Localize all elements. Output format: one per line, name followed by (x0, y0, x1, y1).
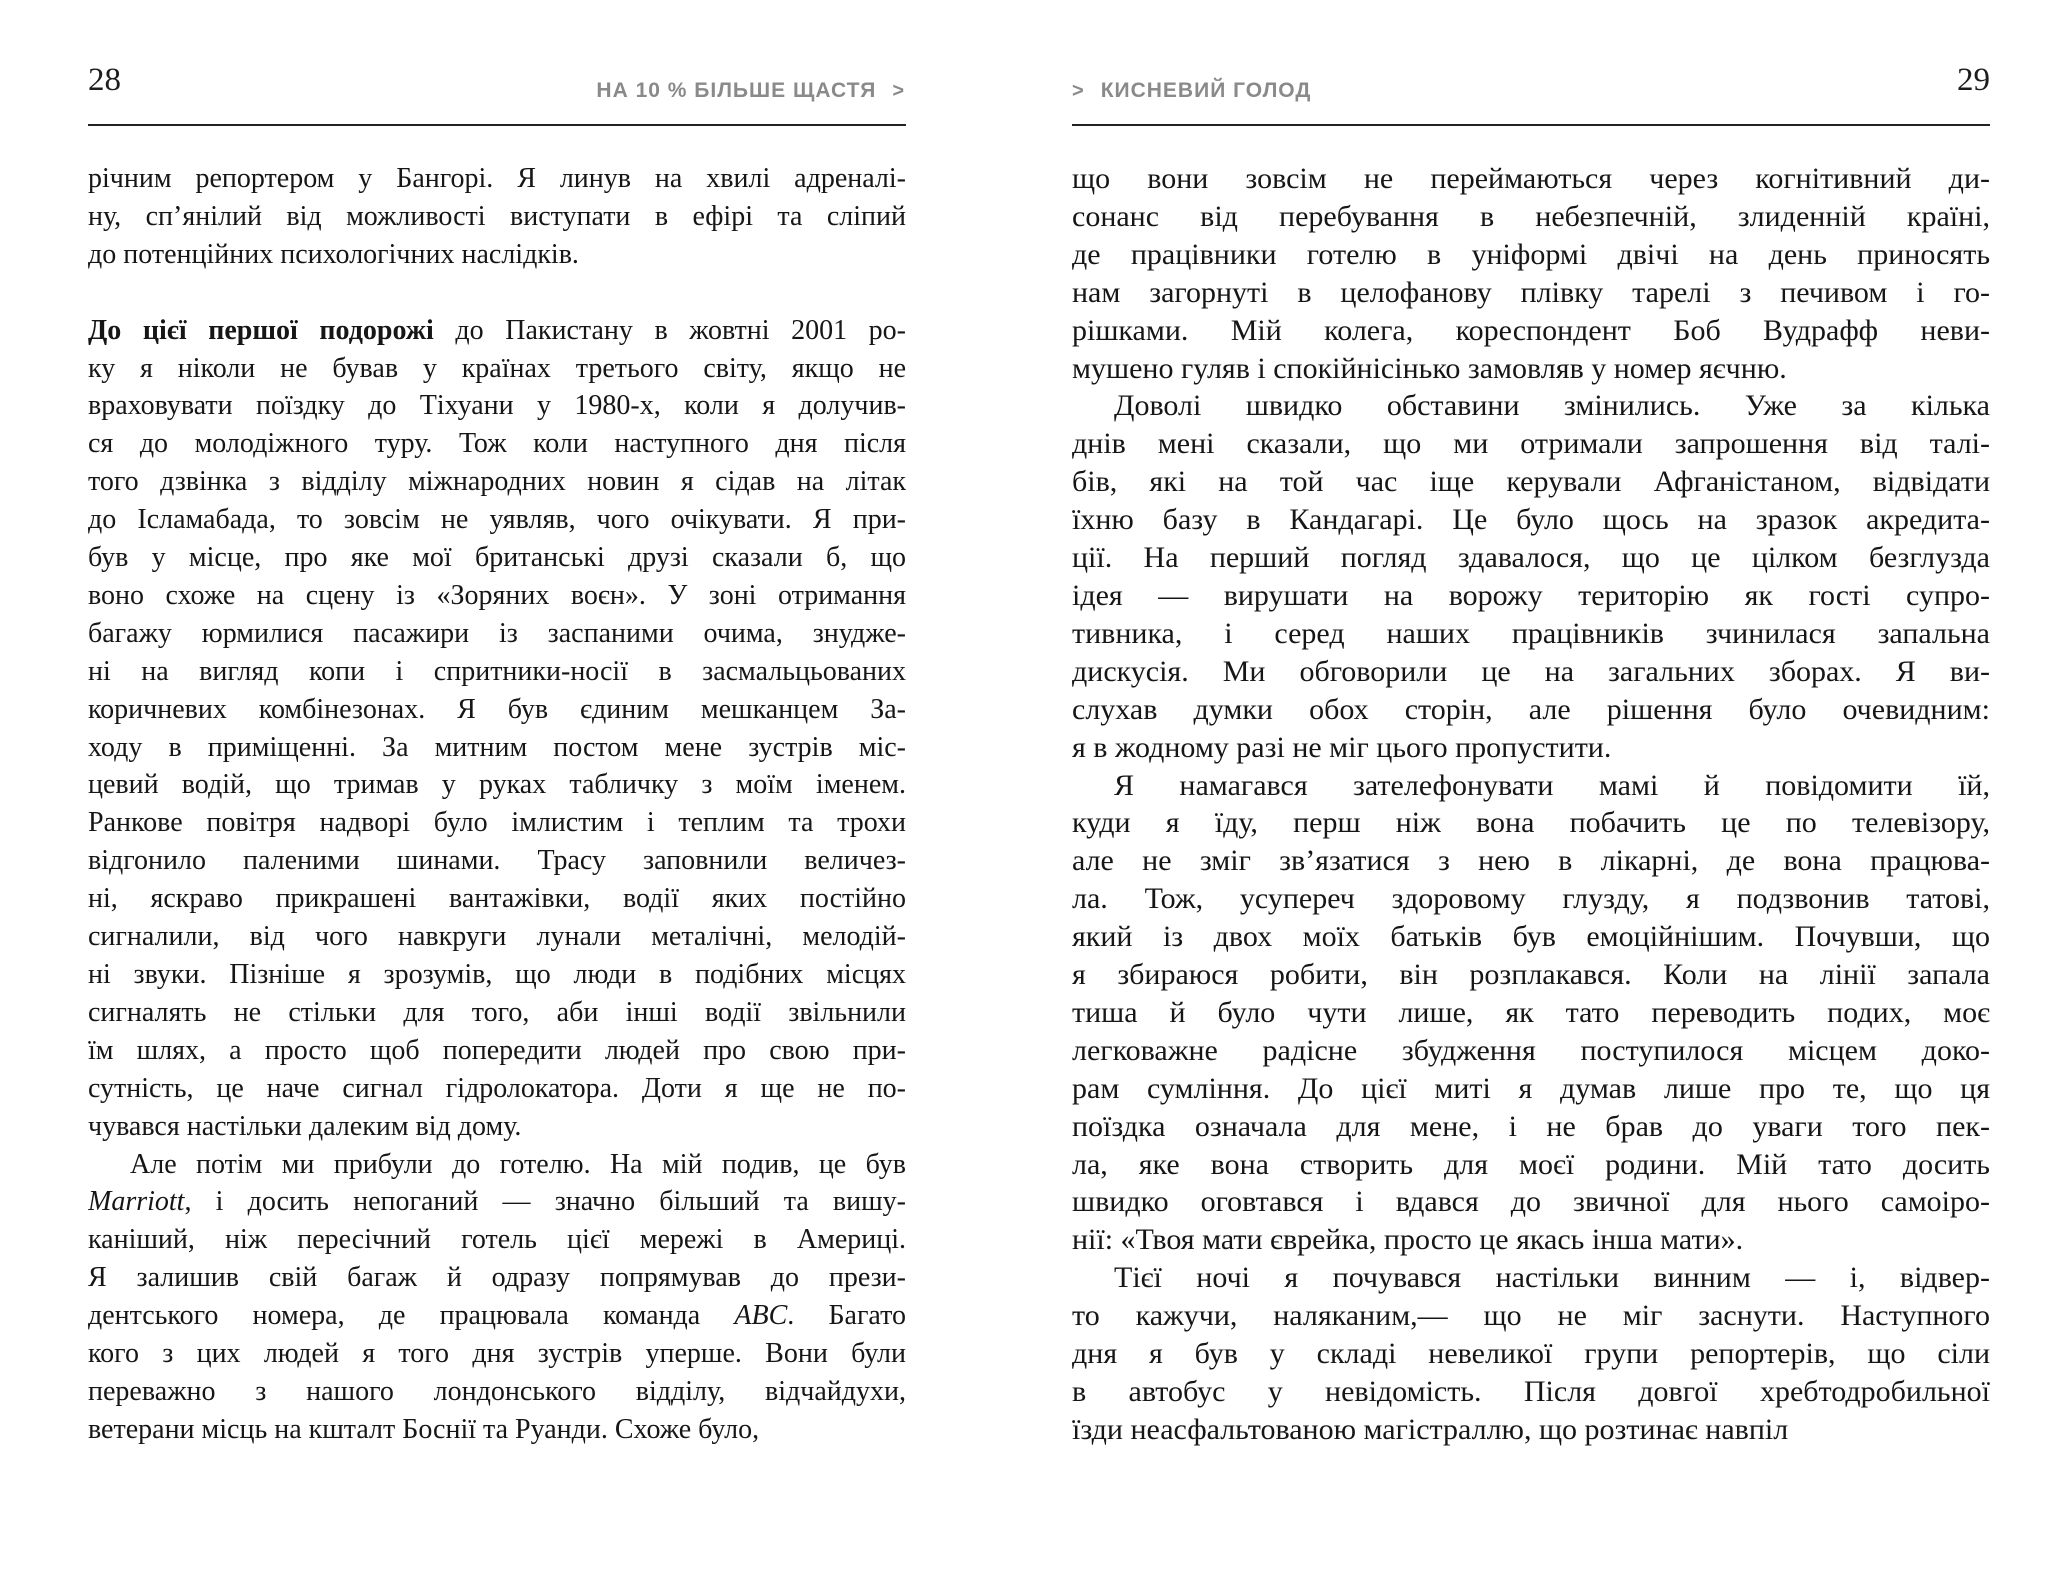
body-text: нам загорнуті в целофанову плівку тарелі з печивом і го- (1072, 275, 1990, 309)
paragraph (1072, 1259, 1990, 1449)
text-line (88, 501, 906, 539)
body-text: ні звуки. Пізніше я зрозумів, що люди в подібних місцях (88, 959, 906, 991)
text-line (88, 539, 906, 577)
body-text: Я залишив свій багаж й одразу попрямував до прези- (88, 1262, 906, 1294)
text-line (88, 729, 906, 767)
text-line (1072, 198, 1990, 236)
text-line (88, 1221, 906, 1259)
text-line (1072, 312, 1990, 350)
text-line (1072, 160, 1990, 198)
paragraph (1072, 767, 1990, 1260)
body-text: ходу в приміщенні. За митним постом мене зустрів міс- (88, 731, 906, 763)
text-line (88, 653, 906, 691)
right-page-body (1072, 160, 1990, 1449)
right-running-title: КИСНЕВИЙ ГОЛОД (1100, 79, 1312, 102)
italic-text: Marriott (88, 1186, 185, 1218)
body-text: поїздка означала для мене, і не брав до уваги того пек- (1072, 1109, 1990, 1143)
body-text: Але потім ми прибули до готелю. На мій подив, це був (130, 1148, 906, 1180)
paragraph (88, 312, 906, 1146)
body-text: ку я ніколи не бував у країнах третього світу, якщо не (88, 352, 906, 384)
text-line (1072, 577, 1990, 615)
body-text: був у місце, про яке мої британські друзі сказали б, що (88, 542, 906, 574)
text-line (88, 312, 906, 350)
left-header-rule (88, 124, 906, 126)
text-line (88, 804, 906, 842)
text-line (88, 880, 906, 918)
body-text: ла. Тож, усупереч здоровому глузду, я подзвонив татові, (1072, 882, 1990, 916)
text-line (88, 918, 906, 956)
left-page-body (88, 160, 906, 1449)
text-line (1072, 425, 1990, 463)
text-line (1072, 1146, 1990, 1184)
body-text: тивника, і серед наших працівників зчинилася запальна (1072, 616, 1990, 650)
text-line (88, 994, 906, 1032)
paragraph (1072, 387, 1990, 766)
body-text: рам сумління. До цієї миті я думав лише про те, що ця (1072, 1071, 1990, 1105)
text-line (1072, 691, 1990, 729)
body-text: легковажне радісне збудження поступилося місцем доко- (1072, 1033, 1990, 1067)
text-line (88, 1146, 906, 1184)
text-line (1072, 918, 1990, 956)
text-line (88, 198, 906, 236)
body-text: сутність, це наче сигнал гідролокатора. Доти я ще не по- (88, 1072, 906, 1104)
text-line (1072, 539, 1990, 577)
text-line (88, 577, 906, 615)
text-line (1072, 274, 1990, 312)
body-text: то кажучи, наляканим,— що не міг заснути. Наступного (1072, 1299, 1990, 1333)
text-line (1072, 615, 1990, 653)
text-line (1072, 729, 1990, 767)
body-text: Доволі швидко обставини змінились. Уже за кілька (1114, 389, 1990, 423)
text-line (88, 1108, 906, 1146)
text-line (1072, 1411, 1990, 1449)
text-line (88, 1335, 906, 1373)
text-line (88, 425, 906, 463)
body-text: до Пакистану в жовтні 2001 ро- (433, 314, 906, 346)
body-text: в автобус у невідомість. Після довгої хребтодробильної (1072, 1375, 1990, 1408)
paragraph (88, 1146, 906, 1449)
left-running-header (596, 79, 905, 103)
text-line (1072, 1183, 1990, 1221)
body-text: до Ісламабада, то зовсім не уявляв, чого очікувати. Я при- (88, 504, 906, 536)
body-text: ла, яке вона створить для моєї родини. Мій тато досить (1072, 1147, 1990, 1181)
body-text: рішками. Мій колега, кореспондент Боб Вудрафф неви- (1072, 313, 1990, 347)
text-line (88, 1183, 906, 1221)
body-text: Ранкове повітря надворі було імлистим і теплим та трохи (88, 807, 906, 839)
italic-text: ABC (734, 1300, 788, 1332)
body-text: переважно з нашого лондонського відділу, відчайдухи, (88, 1375, 906, 1407)
body-text: дня я був у складі невеликої групи репортерів, що сіли (1072, 1337, 1990, 1371)
body-text: ні, яскраво прикрашені вантажівки, водії яких постійно (88, 883, 906, 915)
body-text: слухав думки обох сторін, але рішення було очевидним: (1072, 692, 1990, 726)
body-text: ну, сп’янілий від можливості виступати в ефірі та сліпий (88, 200, 906, 232)
body-text: я збираюся робити, він розплакався. Коли на лінії запала (1072, 958, 1990, 992)
body-text: але не зміг зв’язатися з нею в лікарні, де вона працюва- (1072, 844, 1990, 878)
text-line (1072, 956, 1990, 994)
text-line (88, 1070, 906, 1108)
text-line (88, 1259, 906, 1297)
body-text: що вони зовсім не переймаються через когнітивний ди- (1072, 162, 1990, 195)
text-line (1072, 463, 1990, 501)
body-text: нії: «Твоя мати єврейка, просто це якась інша мати». (1072, 1223, 1744, 1257)
left-page-number: 28 (88, 62, 121, 98)
text-line (1072, 880, 1990, 918)
body-text: цевий водій, що тримав у руках табличку з моїм іменем. (88, 769, 906, 801)
body-text: ветерани місць на кшталт Боснії та Руанди. Схоже було, (88, 1413, 760, 1445)
text-line (88, 615, 906, 653)
body-text: їзди неасфальтованою магістраллю, що розтинає навпіл (1072, 1412, 1789, 1446)
text-line (1072, 1335, 1990, 1373)
paragraph (88, 160, 906, 274)
text-line (1072, 1259, 1990, 1297)
text-line (1072, 653, 1990, 691)
body-text: де працівники готелю в уніформі двічі на день приносять (1072, 237, 1990, 271)
body-text: куди я їду, перш ніж вона побачить це по телевізору, (1072, 806, 1990, 840)
text-line (1072, 1221, 1990, 1259)
text-line (1072, 804, 1990, 842)
left-running-title: НА 10 % БІЛЬШЕ ЩАСТЯ (596, 79, 877, 102)
paragraph (1072, 160, 1990, 387)
text-line (88, 842, 906, 880)
body-text: до потенційних психологічних наслідків. (88, 238, 579, 270)
text-line (88, 160, 906, 198)
body-text: відгонило паленими шинами. Трасу заповнили величез- (88, 845, 906, 877)
chevron-right-icon: > (1072, 80, 1085, 102)
body-text: я в жодному разі не міг цього пропустити. (1072, 730, 1612, 764)
text-line (1072, 994, 1990, 1032)
text-line (1072, 767, 1990, 805)
body-text: враховувати поїздку до Тіхуани у 1980-х, коли я долучив- (88, 390, 906, 422)
text-line (88, 350, 906, 388)
body-text: річним репортером у Бангорі. Я линув на хвилі адреналі- (88, 163, 906, 194)
body-text: бів, які на той час іще керували Афганістаном, відвідати (1072, 465, 1990, 499)
body-text: ся до молодіжного туру. Тож коли наступного дня після (88, 428, 906, 460)
text-line (88, 956, 906, 994)
bold-text: До цієї першої подорожі (88, 314, 434, 346)
body-text: Тієї ночі я почувався настільки винним — і, відвер- (1114, 1261, 1990, 1295)
text-line (88, 1032, 906, 1070)
body-text: дентського номера, де працювала команда (88, 1300, 735, 1332)
body-text: , і досить непоганий — значно більший та вишу- (184, 1186, 906, 1218)
body-text: днів мені сказали, що ми отримали запрошення від талі- (1072, 427, 1990, 461)
text-line (88, 463, 906, 501)
right-running-header (1072, 79, 1311, 103)
text-line (1072, 501, 1990, 539)
text-line (88, 1297, 906, 1335)
text-line (88, 766, 906, 804)
body-text: чувався настільки далеким від дому. (88, 1110, 522, 1142)
right-page-number: 29 (1957, 62, 1990, 98)
body-text: . Багато (787, 1300, 906, 1332)
body-text: воно схоже на сцену із «Зоряних воєн». У зоні отримання (88, 579, 906, 611)
body-text: їм шлях, а просто щоб попередити людей про свою при- (88, 1034, 906, 1066)
text-line (1072, 236, 1990, 274)
text-line (88, 387, 906, 425)
text-line (1072, 350, 1990, 388)
text-line (1072, 387, 1990, 425)
body-text: Я намагався зателефонувати мамі й повідомити їй, (1114, 768, 1990, 802)
body-text: який із двох моїх батьків був емоційнішим. Почувши, що (1072, 920, 1990, 954)
body-text: каніший, ніж пересічний готель цієї мережі в Америці. (88, 1224, 906, 1256)
body-text: сонанс від перебування в небезпечній, злиденній країні, (1072, 199, 1990, 233)
text-line (1072, 842, 1990, 880)
body-text: тиша й було чути лише, як тато переводить подих, моє (1072, 995, 1990, 1029)
text-line (1072, 1297, 1990, 1335)
text-line (1072, 1373, 1990, 1411)
body-text: швидко оговтався і вдався до звичної для нього самоіро- (1072, 1185, 1990, 1219)
body-text: сигналили, від чого навкруги лунали металічні, мелодій- (88, 921, 906, 953)
text-line (1072, 1070, 1990, 1108)
chevron-right-icon: > (892, 80, 905, 102)
body-text: кого з цих людей я того дня зустрів уперше. Вони були (88, 1338, 906, 1370)
text-line (88, 1373, 906, 1411)
body-text: того дзвінка з відділу міжнародних новин я сідав на літак (88, 466, 906, 498)
body-text: коричневих комбінезонах. Я був єдиним мешканцем За- (88, 693, 906, 725)
body-text: багажу юрмилися пасажири із заспаними очима, знудже- (88, 617, 906, 649)
text-line (1072, 1032, 1990, 1070)
body-text: ції. На перший погляд здавалося, що це цілком безглузда (1072, 541, 1990, 575)
text-line (1072, 1108, 1990, 1146)
right-header-rule (1072, 124, 1990, 126)
body-text: ідея — вирушати на ворожу територію як гості супро- (1072, 578, 1990, 612)
body-text: мушено гуляв і спокійнісінько замовляв у номер яєчню. (1072, 351, 1787, 385)
body-text: дискусія. Ми обговорили це на загальних зборах. Я ви- (1072, 654, 1990, 688)
text-line (88, 236, 906, 274)
text-line (88, 1411, 906, 1449)
body-text: ні на вигляд копи і спритники-носії в засмальцьованих (88, 655, 906, 687)
body-text: сигналять не стільки для того, аби інші водії звільнили (88, 996, 906, 1028)
body-text: їхню базу в Кандагарі. Це було щось на зразок акредита- (1072, 503, 1990, 537)
text-line (88, 691, 906, 729)
